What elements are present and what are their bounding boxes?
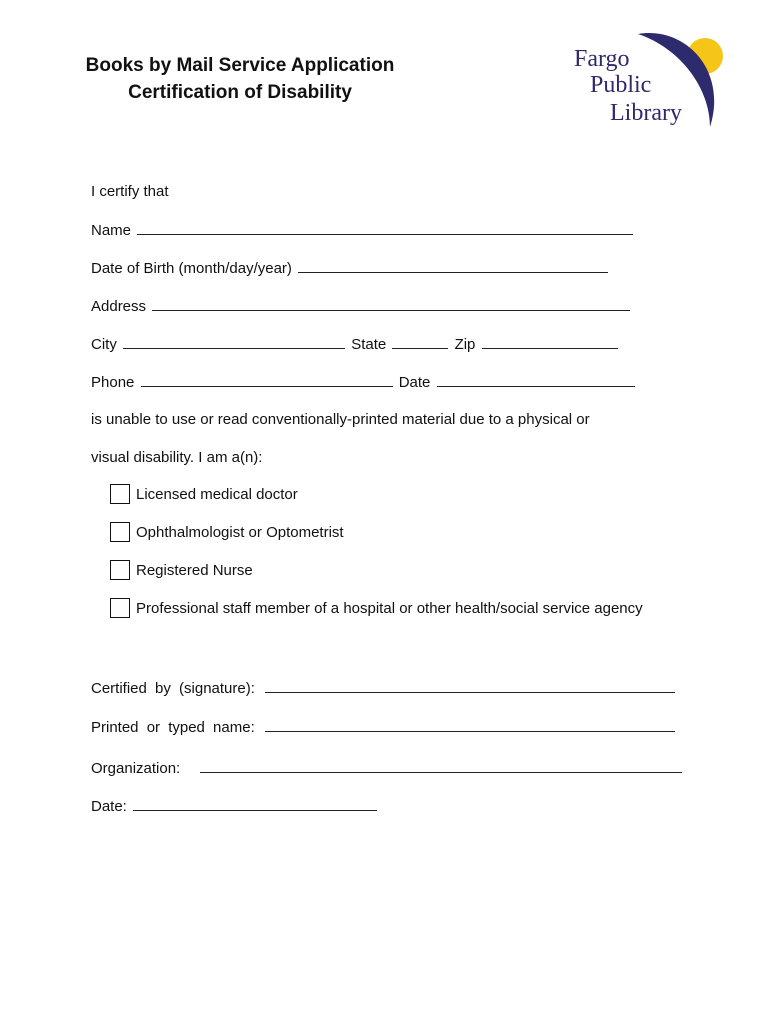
phone-date-row [91, 372, 637, 393]
sign-date-row [91, 796, 379, 817]
city-state-zip-row [91, 334, 620, 355]
professional-staff-checkbox[interactable] [110, 598, 130, 618]
printed-name-row [91, 717, 677, 738]
statement-line-1: is unable to use or read conventionally-printed material due to a physical or [91, 411, 590, 428]
date-label: Date [398, 374, 431, 391]
registered-nurse-checkbox[interactable] [110, 560, 130, 580]
printed-name-field[interactable] [265, 717, 675, 732]
name-label: Name [91, 222, 132, 239]
printed-name-label: Printed or typed name: [91, 719, 255, 736]
date-field[interactable] [437, 372, 635, 387]
zip-label: Zip [454, 336, 476, 353]
state-field[interactable] [392, 334, 448, 349]
phone-label: Phone [91, 374, 135, 391]
state-label: State [351, 336, 387, 353]
dob-label: Date of Birth (month/day/year) [91, 260, 292, 277]
professional-staff-label: Professional staff member of a hospital or other health/social service agency [136, 600, 643, 617]
sign-date-label: Date: [91, 798, 127, 815]
library-logo-graphic [560, 30, 730, 130]
certified-by-label: Certified by (signature): [91, 680, 255, 697]
form-title [70, 52, 410, 106]
statement-line-2: visual disability. I am a(n): [91, 449, 263, 466]
dob-field[interactable] [298, 258, 608, 273]
dob-row [91, 258, 610, 279]
title-line-2: Certification of Disability [128, 82, 352, 103]
organization-row [91, 758, 684, 779]
fargo-public-library-logo [560, 30, 730, 130]
ophthalmologist-label: Ophthalmologist or Optometrist [136, 524, 344, 541]
sign-date-field[interactable] [133, 796, 377, 811]
ophthalmologist-checkbox[interactable] [110, 522, 130, 542]
organization-field[interactable] [200, 758, 682, 773]
registered-nurse-label: Registered Nurse [136, 562, 253, 579]
intro-text: I certify that [91, 183, 169, 200]
title-line-1: Books by Mail Service Application [85, 55, 395, 76]
logo-word-public: Public [590, 72, 652, 98]
organization-label: Organization: [91, 760, 181, 777]
phone-field[interactable] [141, 372, 393, 387]
address-label: Address [91, 298, 147, 315]
logo-word-fargo: Fargo [574, 46, 630, 72]
medical-doctor-label: Licensed medical doctor [136, 486, 298, 503]
city-field[interactable] [123, 334, 345, 349]
city-label: City [91, 336, 117, 353]
zip-field[interactable] [482, 334, 618, 349]
signature-field[interactable] [265, 678, 675, 693]
logo-word-library: Library [610, 100, 682, 126]
address-field[interactable] [152, 296, 630, 311]
address-row [91, 296, 632, 317]
name-row [91, 220, 635, 241]
medical-doctor-checkbox[interactable] [110, 484, 130, 504]
certified-by-row [91, 678, 677, 699]
name-field[interactable] [137, 220, 633, 235]
